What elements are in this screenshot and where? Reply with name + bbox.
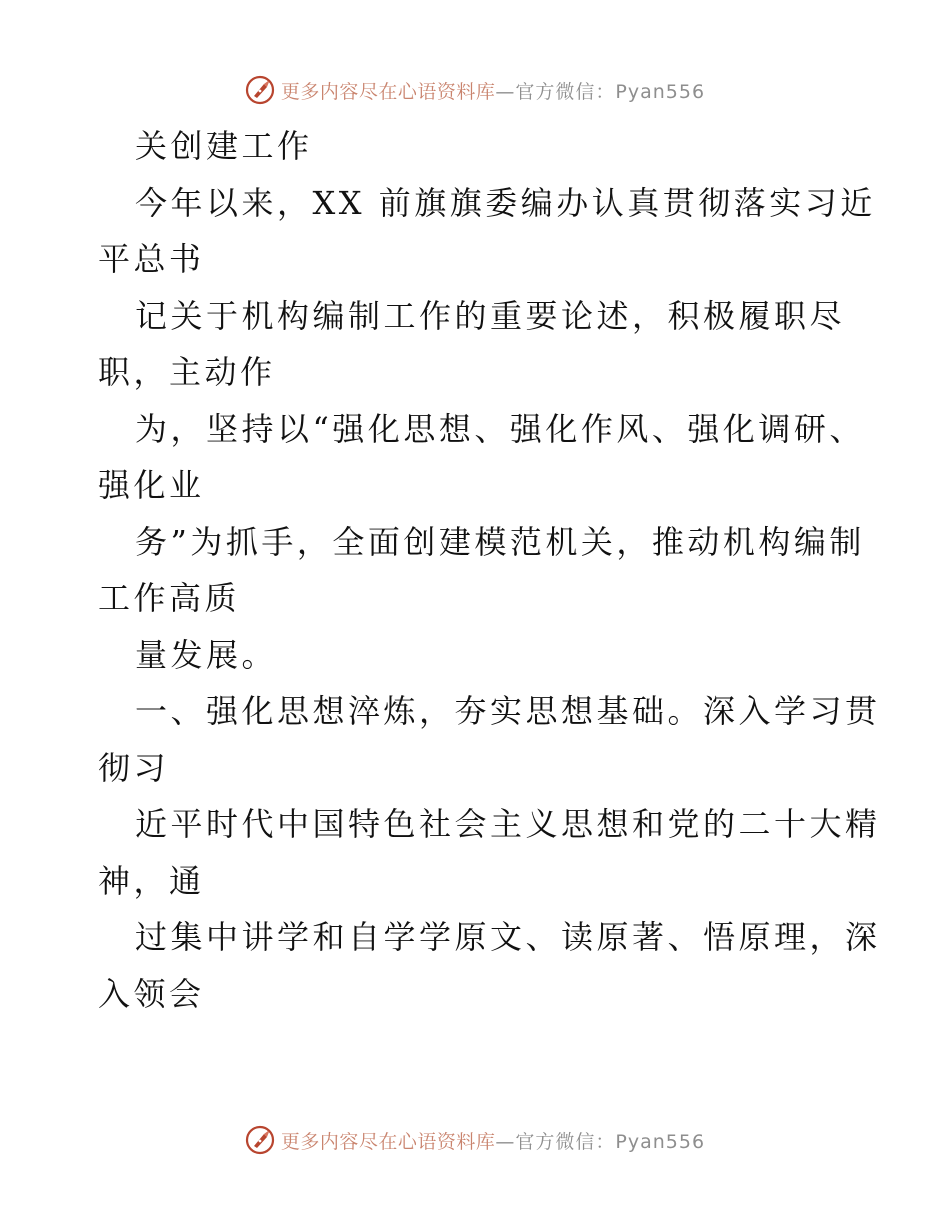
- text-line: 近平时代中国特色社会主义思想和党的二十大精: [135, 805, 881, 843]
- text-line: 神，通: [98, 861, 205, 900]
- watermark-official-account-text: —官方微信：Pyan556: [495, 1130, 706, 1153]
- text-line: 平总书: [98, 240, 205, 278]
- watermark-brand-text: 更多内容尽在心语资料库: [280, 1130, 496, 1153]
- text-line: 入领会: [98, 974, 205, 1013]
- text-line: 关创建工作: [135, 127, 313, 165]
- pen-nib-logo-icon: [245, 1125, 275, 1155]
- text-line: 今年以来，XX 前旗旗委编办认真贯彻落实习近: [135, 183, 876, 222]
- text-line: 强化业: [98, 466, 205, 504]
- text-line: 过集中讲学和自学学原文、读原著、悟原理，深: [135, 918, 881, 956]
- header-watermark-banner: [0, 70, 950, 110]
- text-line: 量发展。: [135, 635, 278, 674]
- text-line: 记关于机构编制工作的重要论述，积极履职尽: [135, 296, 846, 335]
- document-body: [98, 118, 881, 1022]
- text-line: 工作高质: [98, 579, 241, 617]
- text-line: 一、强化思想淬炼，夯实思想基础。深入学习贯: [135, 692, 881, 730]
- watermark-brand-text: 更多内容尽在心语资料库: [280, 80, 496, 103]
- text-line: 彻习: [98, 748, 170, 787]
- watermark-official-account-text: —官方微信：Pyan556: [495, 80, 706, 103]
- text-line: 务”为抓手，全面创建模范机关，推动机构编制: [135, 522, 865, 561]
- footer-watermark-banner: [0, 1120, 950, 1160]
- text-line: 职，主动作: [98, 353, 276, 391]
- pen-nib-logo-icon: [245, 75, 275, 105]
- text-line: 为，坚持以“强化思想、强化作风、强化调研、: [135, 409, 865, 448]
